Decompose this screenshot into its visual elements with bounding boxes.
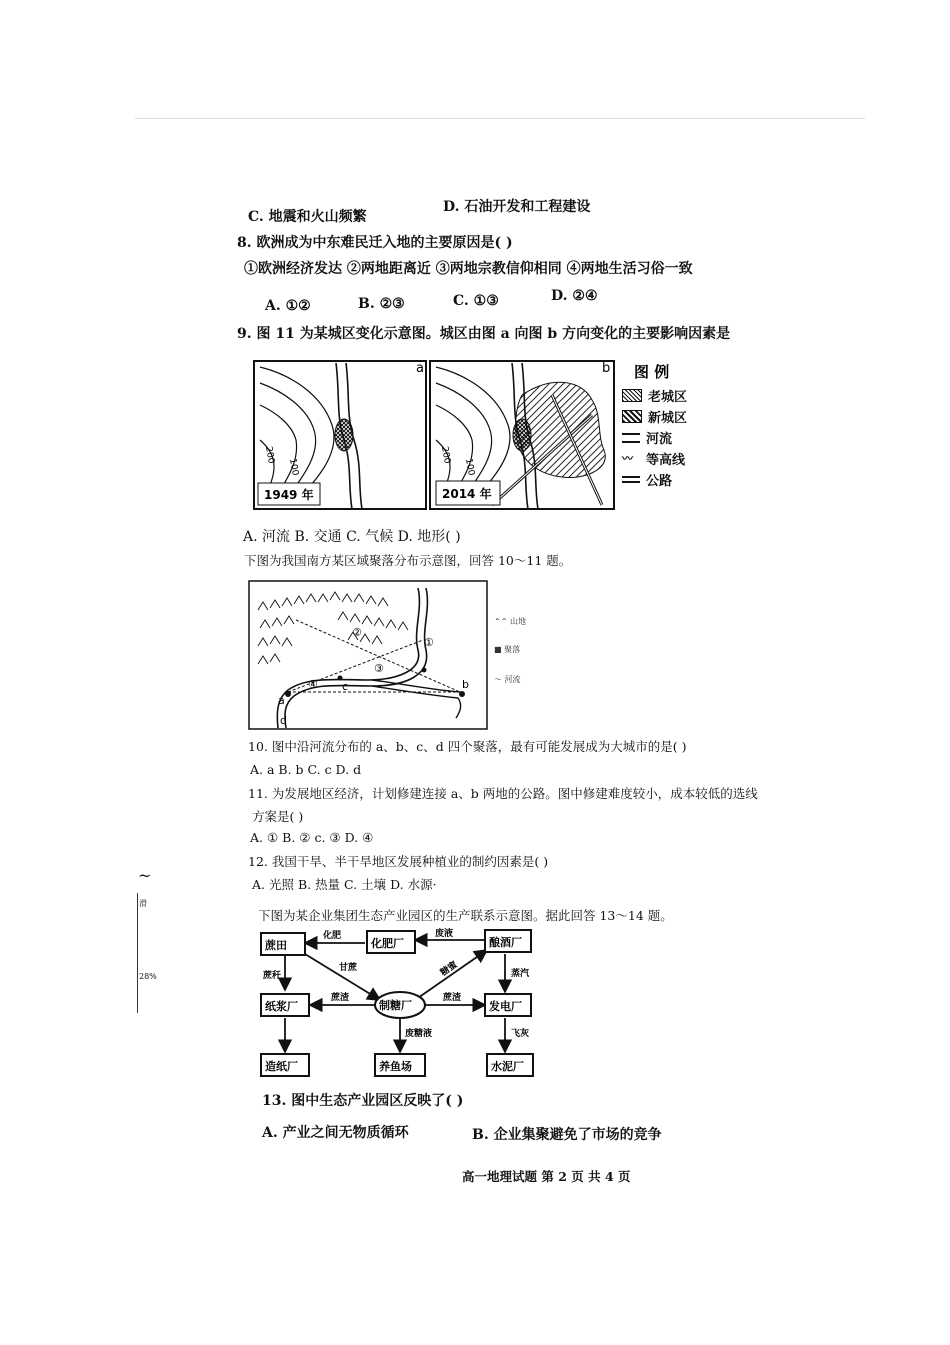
settlement-icon: ■ [494,645,505,654]
edge-fly-ash: 飞灰 [511,1029,530,1039]
page-footer: 高一地理试题 第 2 页 共 4 页 [462,1169,631,1184]
q10-options: A. a B. b C. c D. d [250,762,362,777]
road-icon [622,476,640,483]
q8-option-b: B. ②③ [358,296,405,312]
node-fertilizer-plant: 化肥厂 [371,937,404,950]
map-a-label: a [416,361,424,376]
q8-statements: ①欧洲经济发达 ②两地距离近 ③两地宗教信仰相同 ④两地生活习俗一致 [244,261,693,277]
node-sugar-mill: 制糖厂 [379,999,412,1012]
point-c: c [342,680,349,693]
node-power-plant: 发电厂 [489,1000,522,1013]
map-b-contour-200: 200 [439,445,452,465]
node-cane-field: 蔗田 [265,939,287,952]
map-b-year: 2014 年 [442,487,492,501]
node-pulp-mill: 纸浆厂 [265,1000,298,1013]
edge-bagasse-right: 蔗渣 [443,993,462,1003]
point-a: a [278,694,285,707]
q9-legend [622,385,712,490]
legend-old-town-swatch [622,389,642,402]
page-scan-border [135,118,865,119]
river-icon [622,433,640,443]
point-b: b [462,678,469,691]
point-d: d [280,714,287,727]
edge-waste-syrup: 废糖液 [405,1029,433,1039]
map-b-old-town [513,419,531,451]
route-2: ② [352,626,362,639]
edge-bagasse-left: 蔗渣 [331,993,350,1003]
legend-title: 图 例 [634,363,670,381]
route-1: ① [424,636,434,649]
contour-icon: 〰 [622,452,633,465]
q8-option-d: D. ②④ [551,288,598,304]
map-a-old-town [335,419,353,451]
eco-industry-flow [255,928,555,1078]
legend-old-town: 老城区 [648,390,688,405]
map-b-label: b [602,361,611,376]
q8-stem: 8. 欧洲成为中东难民迁入地的主要原因是( ) [237,235,513,251]
edge-molasses: 糖蜜 [438,959,460,979]
mountain-icon: ⌃⌃ [494,617,510,626]
margin-mark: 28% [139,972,157,981]
legend-river: 河流 [504,675,521,684]
legend-settlement: 聚落 [504,645,521,654]
q7-option-d: D. 石油开发和工程建设 [443,199,591,215]
intro-10-11: 下图为我国南方某区域聚落分布示意图，回答 10～11 题。 [244,553,572,568]
river-icon: 〜 [494,675,505,684]
legend-new-town-swatch [622,410,642,423]
node-cement-plant: 水泥厂 [491,1060,524,1073]
edge-fertilizer: 化肥 [323,931,342,941]
legend-new-town: 新城区 [648,411,688,426]
node-fish-farm: 养鱼场 [379,1060,412,1073]
map-a-contour-200: 200 [263,445,276,465]
edge-bagasse-stalk: 蔗秆 [263,971,282,981]
map-b-contour-100: 100 [463,457,476,477]
q8-option-a: A. ①② [265,298,311,314]
legend-road: 公路 [646,474,673,489]
q11-stem-2: 方案是( ) [252,809,304,824]
q7-option-c: C. 地震和火山频繁 [248,209,367,225]
settlement-legend [494,616,554,698]
legend-river: 河流 [646,432,673,447]
q12-stem: 12. 我国干旱、半干旱地区发展种植业的制约因素是( ) [248,854,549,869]
route-4: ④ [308,678,318,691]
margin-mark: 滑 [139,899,147,908]
q13-option-a: A. 产业之间无物质循环 [262,1125,409,1141]
margin-mark: ~ [138,866,152,885]
q10-stem: 10. 图中沿河流分布的 a、b、c、d 四个聚落，最有可能发展成为大城市的是( ) [248,739,687,754]
legend-mountain: 山地 [509,617,526,626]
q8-option-c: C. ①③ [453,293,499,309]
left-margin-rule [137,893,138,1013]
edge-sugarcane: 甘蔗 [339,963,358,973]
route-3: ③ [374,662,384,675]
map-a-contour-100: 100 [287,457,300,477]
settlement-map [248,580,488,730]
q11-options: A. ① B. ② c. ③ D. ④ [250,830,374,845]
map-a-year: 1949 年 [264,488,314,502]
q12-options: A. 光照 B. 热量 C. 土壤 D. 水源· [252,877,437,892]
edge-steam: 蒸汽 [511,969,530,979]
node-winery: 酿酒厂 [489,936,522,949]
node-paper-mill: 造纸厂 [265,1060,298,1073]
legend-contour: 等高线 [646,453,686,468]
q9-stem: 9. 图 11 为某城区变化示意图。城区由图 a 向图 b 方向变化的主要影响因素是 [237,326,731,342]
intro-13-14: 下图为某企业集团生态产业园区的生产联系示意图。据此回答 13～14 题。 [258,908,673,923]
q11-stem: 11. 为发展地区经济，计划修建连接 a、b 两地的公路。图中修建难度较小，成本较低的选线 [248,786,758,801]
q9-options: A. 河流 B. 交通 C. 气候 D. 地形( ) [243,529,461,545]
q13-stem: 13. 图中生态产业园区反映了( ) [262,1093,464,1109]
q13-option-b: B. 企业集聚避免了市场的竞争 [472,1127,662,1143]
edge-waste-liquid: 废液 [435,929,454,939]
